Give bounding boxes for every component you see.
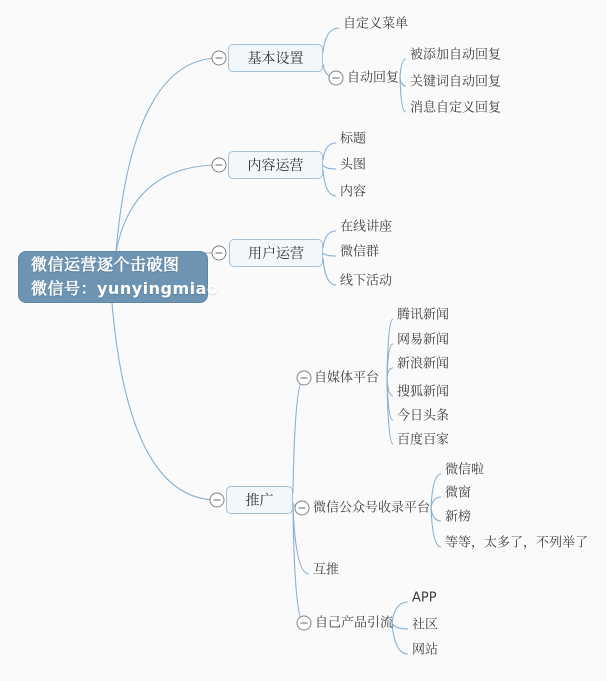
node-user-operation[interactable] (229, 239, 323, 267)
node-label: 搜狐新闻 (397, 384, 450, 400)
collapse-icon[interactable] (297, 616, 311, 630)
node-baidu-baijia[interactable] (397, 434, 449, 447)
root-title-line2: 微信号：yunyingmiao (31, 279, 219, 298)
node-weichuang[interactable] (445, 487, 471, 500)
node-etc-too-many[interactable] (445, 537, 588, 550)
node-label: 用户运营 (248, 246, 304, 262)
node-label: 关键词自动回复 (410, 74, 502, 90)
node-content[interactable] (340, 186, 366, 199)
node-label: APP (412, 590, 437, 606)
node-website[interactable] (412, 644, 438, 657)
node-label: 自动回复 (347, 70, 400, 86)
connector-line (323, 165, 336, 169)
node-label: 网站 (412, 642, 439, 658)
node-added-auto-reply[interactable] (410, 49, 501, 62)
node-header-image[interactable] (340, 159, 366, 172)
node-label: 被添加自动回复 (410, 47, 502, 63)
node-wechat-group[interactable] (340, 246, 379, 259)
node-xinbang[interactable] (445, 511, 471, 524)
root-node[interactable] (18, 251, 219, 303)
connector-line (323, 258, 336, 285)
node-label: 线下活动 (340, 273, 393, 289)
node-sohu-news[interactable] (397, 386, 449, 399)
node-label: 标题 (340, 131, 367, 147)
connector-line (387, 368, 393, 378)
node-label: 互推 (313, 562, 340, 578)
node-label: 微信群 (340, 244, 380, 260)
node-label: 新榜 (445, 509, 472, 525)
connector-line (323, 143, 336, 160)
node-label: 今日头条 (397, 408, 450, 424)
connector-line (400, 78, 406, 86)
connector-line (323, 170, 336, 196)
node-account-index-platform[interactable] (313, 502, 430, 515)
node-promotion[interactable] (226, 486, 293, 514)
node-label: 自媒体平台 (314, 370, 380, 386)
node-label: 自定义菜单 (343, 16, 409, 32)
connector-line (392, 623, 408, 629)
connector-line (392, 602, 408, 623)
collapse-icon[interactable] (212, 158, 226, 172)
node-online-lecture[interactable] (340, 221, 392, 234)
node-netease-news[interactable] (397, 334, 449, 347)
collapse-icon[interactable] (297, 371, 311, 385)
node-label: 头图 (340, 157, 367, 173)
connector-line (112, 303, 217, 500)
connector-line (293, 378, 304, 493)
node-sina-news[interactable] (397, 358, 449, 371)
node-label: 微信公众号收录平台 (313, 500, 431, 516)
node-keyword-auto-reply[interactable] (410, 76, 501, 89)
node-label: 自己产品引流 (315, 615, 394, 631)
node-tencent-news[interactable] (397, 309, 449, 322)
node-label: 网易新闻 (397, 332, 450, 348)
node-offline-activity[interactable] (340, 275, 392, 288)
collapse-icon[interactable] (212, 246, 226, 260)
connector-line (116, 165, 219, 252)
collapse-icon[interactable] (329, 71, 343, 85)
node-app[interactable] (412, 592, 437, 605)
connector-line (323, 253, 336, 256)
connector-line (323, 28, 339, 52)
collapse-icon[interactable] (295, 501, 309, 515)
node-auto-reply[interactable] (347, 72, 399, 85)
connector-line (323, 231, 336, 248)
collapse-icon[interactable] (210, 493, 224, 507)
node-toutiao[interactable] (397, 410, 449, 423)
node-label: 推广 (245, 493, 274, 509)
node-title[interactable] (340, 133, 366, 146)
collapse-icon[interactable] (212, 51, 226, 65)
node-we-media-platform[interactable] (314, 372, 379, 385)
node-content-operation[interactable] (228, 151, 323, 179)
connector-line (431, 497, 441, 508)
node-own-product-diversion[interactable] (315, 617, 393, 630)
connector-line (400, 59, 406, 78)
node-message-custom-reply[interactable] (410, 102, 501, 115)
root-title-line1: 微信运营逐个击破图 (31, 255, 180, 274)
node-label: 基本设置 (247, 51, 304, 67)
node-mutual-promotion[interactable] (313, 564, 339, 577)
node-label: 消息自定义回复 (410, 100, 502, 116)
connector-line (116, 58, 219, 252)
node-label: 腾讯新闻 (397, 307, 450, 323)
node-custom-menu[interactable] (343, 18, 408, 31)
node-label: 微窗 (445, 485, 472, 501)
node-label: 微信啦 (445, 462, 485, 478)
node-label: 新浪新闻 (397, 356, 450, 372)
node-basic-settings[interactable] (228, 44, 323, 72)
node-label: 社区 (412, 617, 439, 633)
node-weixinla[interactable] (445, 464, 484, 477)
connector-line (431, 508, 441, 521)
node-label: 等等，太多了，不列举了 (445, 535, 589, 551)
connector-line (392, 623, 408, 654)
node-label: 内容运营 (247, 158, 304, 174)
node-label: 在线讲座 (340, 219, 393, 235)
connector-line (293, 506, 309, 574)
node-label: 百度百家 (397, 432, 450, 448)
node-community[interactable] (412, 619, 438, 632)
node-label: 内容 (340, 184, 367, 200)
